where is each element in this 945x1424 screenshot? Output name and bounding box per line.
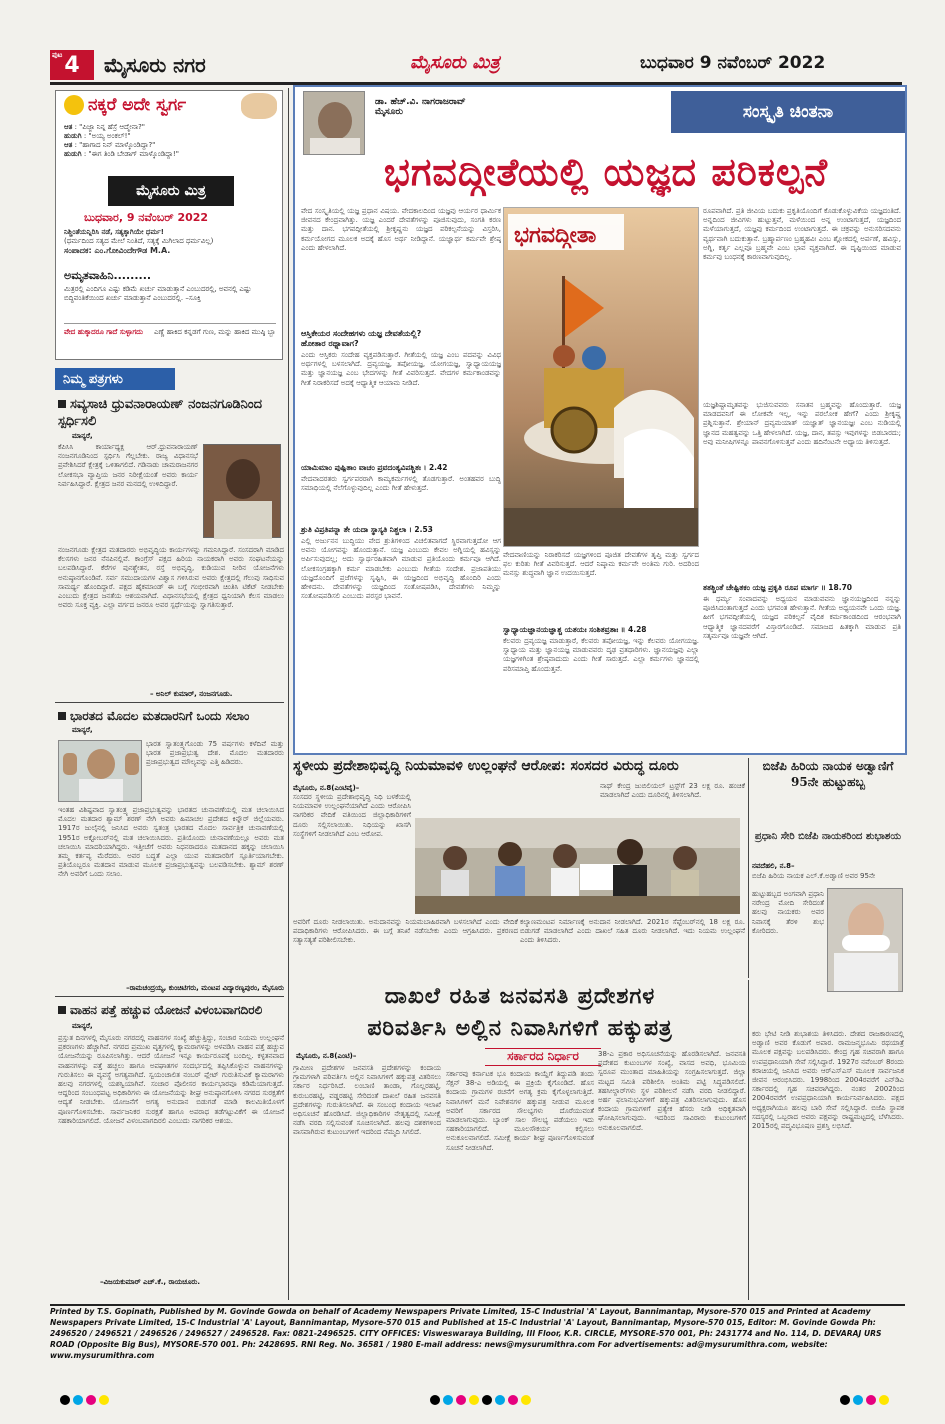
news-column: ಗ್ರಾಮೀಣ ಪ್ರದೇಶಗಳ ಜನವಸತಿ ಪ್ರದೇಶಗಳನ್ನು ಕಂದಾಯ ಗ್ರಾಮಗಳಾಗಿ ಪರಿವರ್ತಿಸಿ ಅಲ್ಲಿನ ನಿವಾಸಿಗಳಿಗೆ ಹಕ್ಕುಪತ್ರ ವಿತರಿಸಲು ಸರ್ಕಾರ ನಿರ್ಧರಿಸಿದೆ. ಲಂಬಾಣಿ ತಾಂಡಾ, ಗೊಲ್ಲರಹಟ್ಟಿ, ಕುರುಬರಹಟ್ಟಿ, ವಡ್ಡರಹಟ್ಟಿ ಸೇರಿದಂತೆ ದಾಖಲೆ ರಹಿತ ಜನವಸತಿ ಪ್ರದೇಶಗಳನ್ನು ಗುರುತಿಸಲಾಗಿದೆ. ಈ ಸಂಬಂಧ ಕಂದಾಯ ಇಲಾಖೆ ಅಧಿಸೂಚನೆ ಹೊರಡಿಸಿದೆ. ಜಿಲ್ಲಾಧಿಕಾರಿಗಳ ನೇತೃತ್ವದಲ್ಲಿ ಸಮೀಕ್ಷೆ ನಡೆಸಿ ವರದಿ ಸಲ್ಲಿಸುವಂತೆ ಸೂಚಿಸಲಾಗಿದೆ. ಹಲವು ದಶಕಗಳಿಂದ ವಾಸವಾಗಿರುವ ಕುಟುಂಬಗಳಿಗೆ ಇದರಿಂದ ನೆಮ್ಮದಿ ಸಿಗಲಿದೆ. <box>293 1064 441 1137</box>
bullet-icon <box>58 712 66 720</box>
joke-line: ಆತ : "ಪಿಜ್ಜಾ ನಿನ್ನ ಹೆಸ್ರೆ ಆದ್ಮೇನಾ?" <box>64 123 146 131</box>
letters-banner: ನಿಮ್ಮ ಪತ್ರಗಳು <box>55 368 175 390</box>
letter-headline: ಸವ್ಯಸಾಚಿ ಧ್ರುವನಾರಾಯಣ್ ನಂಜನಗೂಡಿನಿಂದ ಸ್ಪರ್ಧಿಸಲಿ <box>58 397 262 429</box>
news-column: ಕಲ್ಯಾಣಮಂಟಪ ನಿರ್ಮಾಣಕ್ಕೆ ಅನುದಾನ ನೀಡಲಾಗಿದೆ. 2021ರ ಸೆಪ್ಟೆಂಬರ್‌ನಲ್ಲಿ 18 ಲಕ್ಷ ರೂ. ಬಿಡುಗಡೆ ಮಾಡಲಾಗಿದೆ ಎಂದು ದಾಖಲೆ ಸಹಿತ ದೂರು ನೀಡಲಾಗಿದೆ. ಇದು ನಿಯಮ ಉಲ್ಲಂಘನೆ ಎಂದು ತಿಳಿಸಿದರು. <box>520 918 745 945</box>
masthead-meta <box>64 228 276 255</box>
verse-line: ತತಶ್ಚಿಂತೆ ಚೇಷ್ಟಿತಕಂ ಯಜ್ಞ ಪ್ರಕೃತಿ ರೂಪ ಮಾರ್ಗ ॥ 18.70 <box>703 583 853 592</box>
news-column: ಮೈಸೂರು, ನ.8(ಎಂಟಿವೈ)– ಸಂಸದರ ಸ್ಥಳೀಯ ಪ್ರದೇಶಾಭಿವೃದ್ಧಿ ನಿಧಿ ಬಳಕೆಯಲ್ಲಿ ನಿಯಮಾವಳಿ ಉಲ್ಲಂಘನೆಯಾಗಿದೆ ಎಂದು ಆರೋಪಿಸಿ ನಾಗರಿಕರ ವೇದಿಕೆ ವತಿಯಿಂದ ಜಿಲ್ಲಾಧಿಕಾರಿಗಳಿಗೆ ದೂರು ಸಲ್ಲಿಸಲಾಯಿತು. ನಿಧಿಯನ್ನು ಖಾಸಗಿ ಸಂಸ್ಥೆಗಳಿಗೆ ನೀಡಲಾಗಿದೆ ಎಂಬ ಆರೋಪ. <box>293 784 411 838</box>
letter-author: –ವಿಜಯಕುಮಾರ್ ಎಚ್.ಕೆ., ರಾಯಚೂರು. <box>100 1278 201 1286</box>
bullet-icon <box>58 1006 66 1014</box>
bullet-icon <box>58 400 66 408</box>
author-place: ಮೈಸೂರು <box>375 107 403 117</box>
bjp-subhead: ಪ್ರಧಾನಿ ಸೇರಿ ಬಿಜೆಪಿ ನಾಯಕರಿಂದ ಶುಭಾಶಯ <box>754 831 902 842</box>
bjp-dateline: ನವದೆಹಲಿ, ನ.8– <box>752 862 795 870</box>
page-date: ಬುಧವಾರ 9 ನವೆಂಬರ್ 2022 <box>640 53 826 73</box>
bhagavad-gita-illustration <box>503 207 699 547</box>
advani-photo <box>827 888 903 992</box>
news-photo <box>415 818 740 914</box>
author-photo <box>303 91 365 155</box>
joke-box <box>55 90 283 360</box>
headline-line: ಪರಿವರ್ತಿಸಿ ಅಲ್ಲಿನ ನಿವಾಸಿಗಳಿಗೆ ಹಕ್ಕುಪತ್ರ <box>367 1015 673 1041</box>
editor-line: ಸಂಪಾದಕ: ಎಂ.ಗೋವಿಂದೇಗೌಡ M.A. <box>64 246 171 255</box>
feature-byline <box>375 97 466 117</box>
feature-subhead: ಆಸ್ತಿಕೇಯರ ಸಂದೇಹಗಳು ಯಜ್ಞ ದೇವತೆಯಲ್ಲಿ? <box>301 329 422 338</box>
column-divider <box>748 980 749 1300</box>
author-name: ಡಾ. ಹೆಚ್.ವಿ. ನಾಗರಾಜರಾವ್ <box>375 97 466 107</box>
feature-column: ರೂಪವಾಗಿದೆ. ಪ್ರತಿ ಜೀವಿಯ ಬದುಕು ಪ್ರಕೃತಿಯೊಂದಿಗೆ ಕೊಡುಕೊಳ್ಳುವಿಕೆಯ ಯಜ್ಞದಂತಿದೆ. ಅನ್ನದಿಂದ ಜೀವಿಗಳು ಹುಟ್ಟುತ್ತವೆ, ಮಳೆಯಿಂದ ಅನ್ನ ಉಂಟಾಗುತ್ತದೆ, ಯಜ್ಞದಿಂದ ಮಳೆಯಾಗುತ್ತದೆ, ಯಜ್ಞವು ಕರ್ಮದಿಂದ ಉಂಟಾಗುತ್ತದೆ. ಈ ಚಕ್ರವನ್ನು ಅನುಸರಿಸದವನು ವ್ಯರ್ಥವಾಗಿ ಬದುಕುತ್ತಾನೆ. ಬ್ರಹ್ಮಾರ್ಪಣಂ ಬ್ರಹ್ಮಹವಿಃ ಎಂಬ ಶ್ಲೋಕದಲ್ಲಿ ಅರ್ಪಣೆ, ಹವಿಸ್ಸು, ಅಗ್ನಿ, ಕರ್ತೃ ಎಲ್ಲವೂ ಬ್ರಹ್ಮವೇ ಎಂಬ ಭಾವ ವ್ಯಕ್ತವಾಗಿದೆ. ಈ ದೃಷ್ಟಿಯಿಂದ ಮಾಡುವ ಕರ್ಮವು ಬಂಧನಕ್ಕೆ ಕಾರಣವಾಗುವುದಿಲ್ಲ. ಯಜ್ಞಶಿಷ್ಟಾಮೃತವನ್ನು ಭುಜಿಸುವವರು ಸನಾತನ ಬ್ರಹ್ಮವನ್ನು ಹೊಂದುತ್ತಾರೆ. ಯಜ್ಞ ಮಾಡದವನಿಗೆ ಈ ಲೋಕವೇ ಇಲ್ಲ, ಇನ್ನು ಪರಲೋಕ ಹೇಗೆ? ಎಂದು ಶ್ರೀಕೃಷ್ಣ ಪ್ರಶ್ನಿಸುತ್ತಾನೆ. ಶ್ರೇಯಾನ್ ದ್ರವ್ಯಮಯಾತ್ ಯಜ್ಞಾತ್ ಜ್ಞಾನಯಜ್ಞಃ ಎಂಬ ನುಡಿಯಲ್ಲಿ ಜ್ಞಾನದ ಮಹತ್ವವನ್ನು ಒತ್ತಿ ಹೇಳಲಾಗಿದೆ. ಯಜ್ಞ, ದಾನ, ತಪಸ್ಸು ಇವುಗಳನ್ನು ಬಿಡಬಾರದು; ಅವು ಮನೀಷಿಗಳನ್ನೂ ಪಾವನಗೊಳಿಸುತ್ತವೆ ಎಂದು ಹದಿನೆಂಟನೇ ಅಧ್ಯಾಯ ತಿಳಿಸುತ್ತದೆ. ತತಶ್ಚಿಂತೆ ಚೇಷ್ಟಿತಕಂ ಯಜ್ಞ ಪ್ರಕೃತಿ ರೂಪ ಮಾರ್ಗ ॥ 18.70 ಈ ಧರ್ಮ್ಯ ಸಂವಾದವನ್ನು ಅಧ್ಯಯನ ಮಾಡುವವನು ಜ್ಞಾನಯಜ್ಞದಿಂದ ನನ್ನನ್ನು ಪೂಜಿಸಿದಂತಾಗುತ್ತದೆ ಎಂದು ಭಗವಂತ ಹೇಳುತ್ತಾನೆ. ಗೀತೆಯ ಅಧ್ಯಯನವೇ ಒಂದು ಯಜ್ಞ. ಹೀಗೆ ಭಗವದ್ಗೀತೆಯಲ್ಲಿ ಯಜ್ಞದ ಪರಿಕಲ್ಪನೆ ವೈದಿಕ ಕರ್ಮಕಾಂಡದಿಂದ ಆರಂಭವಾಗಿ ಆಧ್ಯಾತ್ಮಿಕ ಜ್ಞಾನದವರೆಗೆ ವಿಸ್ತಾರಗೊಂಡಿದೆ. ಸಮಾಜದ ಹಿತಕ್ಕಾಗಿ ಮಾಡುವ ಪ್ರತಿ ಸತ್ಕರ್ಮವೂ ಯಜ್ಞವೇ ಆಗಿದೆ. <box>703 207 901 640</box>
cartoon-face-icon <box>241 93 277 119</box>
smiley-icon <box>64 95 84 115</box>
column-divider <box>288 88 289 1300</box>
page-number: 4 <box>64 52 80 78</box>
letter-dateline: ಮಾನ್ಯರೆ, <box>72 1022 93 1030</box>
news-dateline: ಮೈಸೂರು, ನ.8(ಎಂಟಿವೈ)– <box>293 784 360 792</box>
complaint-photo <box>415 818 740 914</box>
joke-line: ಆತ : "ಹಾಗಾದ ನಿನ್ ಮಾಳ್ಕೊಂಡಿದ್ದಾ?" <box>64 141 156 149</box>
verse-line: ಯಾಮಿಮಾಂ ಪುಷ್ಪಿತಾಂ ವಾಚಂ ಪ್ರವದಂತ್ಯವಿಪಶ್ಚಿತಃ । 2.42 <box>301 463 448 472</box>
letter-divider <box>55 996 284 997</box>
bjp-news: ಬಿಜೆಪಿ ಹಿರಿಯ ನಾಯಕ ಅಡ್ವಾಣಿಗೆ 95ನೇ ಹುಟ್ಟುಹಬ್ಬ ಪ್ರಧಾನಿ ಸೇರಿ ಬಿಜೆಪಿ ನಾಯಕರಿಂದ ಶುಭಾಶಯ ನವದೆಹಲಿ, ನ.8– ಬಿಜೆಪಿ ಹಿರಿಯ ನಾಯಕ ಎಲ್.ಕೆ.ಅಡ್ವಾಣಿ ಅವರ 95ನೇ ಹುಟ್ಟುಹಬ್ಬದ ಅಂಗವಾಗಿ ಪ್ರಧಾನಿ ನರೇಂದ್ರ ಮೋದಿ ಸೇರಿದಂತೆ ಹಲವು ನಾಯಕರು ಅವರ ನಿವಾಸಕ್ಕೆ ತೆರಳಿ ಶುಭ ಕೋರಿದರು. <box>752 758 904 1028</box>
proverb-strip <box>64 323 276 355</box>
letter-dateline: ಮಾನ್ಯರೆ, <box>72 432 93 440</box>
feature-subhead: ಹೋತಾರ ರಥ್ನಾವಾಗ? <box>301 339 359 348</box>
registration-marks <box>50 1390 905 1404</box>
joke-lines <box>64 123 276 159</box>
letter-headline: ಭಾರತದ ಮೊದಲ ಮತದಾರನಿಗೆ ಒಂದು ಸಲಾಂ <box>58 708 284 725</box>
news-column: 38-ಎ ಪ್ರಕಾರ ಅಧಿಸೂಚನೆಯನ್ನು ಹೊರಡಿಸಲಾಗಿದೆ. ಜನವಸತಿ ಪ್ರದೇಶದ ಕುಟುಂಬಗಳ ಸಂಖ್ಯೆ, ವಾಸದ ಅವಧಿ, ಭೂಮಿಯ ಸ್ವರೂಪ ಮುಂತಾದ ಮಾಹಿತಿಯನ್ನು ಸಂಗ್ರಹಿಸಲಾಗುತ್ತದೆ. ಜಿಲ್ಲಾ ಮಟ್ಟದ ಸಮಿತಿ ಪರಿಶೀಲಿಸಿ ಅಂತಿಮ ಪಟ್ಟಿ ಸಿದ್ಧಪಡಿಸಲಿದೆ. ತಹಸೀಲ್ದಾರ್‌ಗಳು ಸ್ಥಳ ಪರಿಶೀಲನೆ ನಡೆಸಿ ವರದಿ ನೀಡಲಿದ್ದಾರೆ. ಅರ್ಹ ಫಲಾನುಭವಿಗಳಿಗೆ ಹಕ್ಕುಪತ್ರ ವಿತರಿಸಲಾಗುವುದು. ಹೊಸ ಕಂದಾಯ ಗ್ರಾಮಗಳಿಗೆ ಪ್ರತ್ಯೇಕ ಹೆಸರು ನೀಡಿ ಅಧಿಕೃತವಾಗಿ ಘೋಷಿಸಲಾಗುವುದು. ಇದರಿಂದ ಸಾವಿರಾರು ಕುಟುಂಬಗಳಿಗೆ ಅನುಕೂಲವಾಗಲಿದೆ. <box>598 1050 746 1132</box>
letter-body: ಭಾರತ ಸ್ವಾತಂತ್ರ್ಯಗೊಂಡು 75 ವರ್ಷಗಳು ಕಳೆದಿವೆ ಮತ್ತು ಭಾರತ ಪ್ರಜಾಪ್ರಭುತ್ವ ದೇಶ. ಮೊದಲ ಮತದಾರರು ಪ್ರಜಾಪ್ರಭುತ್ವದ ಮೌಲ್ಯವನ್ನು ಎತ್ತಿ ಹಿಡಿದರು. <box>146 740 284 767</box>
news-column: ನಾಥ್ ಕೇಂದ್ರ ಜುಬಿಲಿಯಲ್ ಟ್ರಸ್ಟ್‌ಗೆ 23 ಲಕ್ಷ ರೂ. ಹಂಚಿಕೆ ಮಾಡಲಾಗಿದೆ ಎಂದು ದೂರಿನಲ್ಲಿ ತಿಳಿಸಲಾಗಿದೆ. <box>600 782 745 800</box>
joke-box-date: ಬುಧವಾರ, 9 ನವೆಂಬರ್ 2022 <box>84 211 209 224</box>
color-registration-dots-left <box>60 1390 112 1409</box>
feature-article <box>293 85 907 755</box>
paper-logo: ಮೈಸೂರು ಮಿತ್ರ <box>410 52 500 73</box>
news-headline <box>293 980 747 1044</box>
news-column: ಅವರಿಗೆ ದೂರು ನೀಡಲಾಯಿತು. ಅನುದಾನವನ್ನು ನಿಯಮಬಾಹಿರವಾಗಿ ಬಳಸಲಾಗಿದೆ ಎಂದು ವೇದಿಕೆ ಪದಾಧಿಕಾರಿಗಳು ಆರೋಪಿಸಿದರು. ಈ ಬಗ್ಗೆ ತನಿಖೆ ನಡೆಸಬೇಕು ಎಂದು ಆಗ್ರಹಿಸಿದರು. ಪ್ರಕರಣದ ಸತ್ಯಾಸತ್ಯತೆ ಪರಿಶೀಲಿಸಬೇಕು. <box>293 918 518 945</box>
news-column: ಸರ್ಕಾರವು ಕರ್ನಾಟಕ ಭೂ ಕಂದಾಯ ಕಾಯ್ದೆಗೆ ತಿದ್ದುಪಡಿ ತಂದು ಸೆಕ್ಷನ್ 38-ಎ ಅಡಿಯಲ್ಲಿ ಈ ಪ್ರಕ್ರಿಯೆ ಕೈಗೊಂಡಿದೆ. ಹೊಸ ಕಂದಾಯ ಗ್ರಾಮಗಳ ರಚನೆಗೆ ಅಗತ್ಯ ಕ್ರಮ ಕೈಗೊಳ್ಳಲಾಗುತ್ತಿದೆ. ನಿವಾಸಿಗಳಿಗೆ ಮನೆ ನಿವೇಶನಗಳ ಹಕ್ಕುಪತ್ರ ನೀಡುವ ಮೂಲಕ ಅವರಿಗೆ ಸರ್ಕಾರದ ಸೌಲಭ್ಯಗಳು ದೊರೆಯುವಂತೆ ಮಾಡಲಾಗುವುದು. ಬ್ಯಾಂಕ್ ಸಾಲ ಸೌಲಭ್ಯ ಪಡೆಯಲು ಇದು ಸಹಕಾರಿಯಾಗಲಿದೆ. ಮೂಲಸೌಕರ್ಯ ಕಲ್ಪಿಸಲು ಅನುಕೂಲವಾಗಲಿದೆ. ಸಮೀಕ್ಷೆ ಕಾರ್ಯ ಶೀಘ್ರ ಪೂರ್ಣಗೊಳಿಸುವಂತೆ ಸೂಚನೆ ನೀಡಲಾಗಿದೆ. <box>446 1070 594 1152</box>
column-divider <box>748 758 749 978</box>
page-label: ಪುಟ <box>52 51 63 59</box>
motto-line: ನಿಶ್ಚಿಂತೆಯನ್ನಿರಿಸಿ ನಡೆ, ಸತ್ಯಕ್ಕಾಗಿಯೇ ಧರ್ಮ! <box>64 228 164 236</box>
headline-line: ದಾಖಲೆ ರಹಿತ ಜನವಸತಿ ಪ್ರದೇಶಗಳ <box>384 983 656 1009</box>
letter-headline: ವಾಹನ ಪತ್ತೆ ಹಚ್ಚುವ ಯೋಜನೆ ವಿಳಂಬವಾಗದಿರಲಿ <box>58 1002 284 1019</box>
news-kicker: ಸರ್ಕಾರದ ನಿರ್ಧಾರ <box>485 1048 601 1066</box>
letter-dateline: ಮಾನ್ಯರೆ, <box>72 726 93 734</box>
feature-column: ವೇದವಾಣಿಯನ್ನು ನಿರಾಕರಿಸದೆ ಯಜ್ಞಗಳಿಂದ ಪೂಜಿತ ದೇವತೆಗಳ ತೃಪ್ತಿ ಮತ್ತು ಸ್ವರ್ಗದ ಫಲ ಕುರಿತು ಗೀತೆ ವಿವರಿಸುತ್ತದೆ. ಆದರೆ ನಿಷ್ಕಾಮ ಕರ್ಮವೇ ಅಂತಿಮ ಗುರಿ. ಅದರಿಂದ ಮನಸ್ಸು ಶುದ್ಧವಾಗಿ ಜ್ಞಾನ ಉದಯಿಸುತ್ತದೆ. ಸ್ವಾಧ್ಯಾಯಜ್ಞಾನಯಜ್ಞಾಶ್ಚ ಯತಯಃ ಸಂಶಿತವ್ರತಾಃ ॥ 4.28 ಕೆಲವರು ದ್ರವ್ಯಯಜ್ಞ ಮಾಡುತ್ತಾರೆ, ಕೆಲವರು ತಪೋಯಜ್ಞ, ಇನ್ನು ಕೆಲವರು ಯೋಗಯಜ್ಞ. ಸ್ವಾಧ್ಯಾಯ ಮತ್ತು ಜ್ಞಾನಯಜ್ಞ ಮಾಡುವವರು ದೃಢ ವ್ರತಧಾರಿಗಳು. ಜ್ಞಾನಯಜ್ಞವು ಎಲ್ಲಾ ಯಜ್ಞಗಳಿಗಿಂತ ಶ್ರೇಷ್ಠವಾದುದು ಎಂದು ಗೀತೆ ಸಾರುತ್ತದೆ. ಎಲ್ಲಾ ಕರ್ಮಗಳು ಜ್ಞಾನದಲ್ಲಿ ಪರಿಸಮಾಪ್ತಿ ಹೊಂದುತ್ತವೆ. <box>503 551 699 673</box>
letter-divider <box>55 702 284 703</box>
joke-box-logo: ಮೈಸೂರು ಮಿತ್ರ <box>108 176 234 206</box>
quote-title: ಅಮೃತವಾಹಿನಿ......... <box>64 269 152 282</box>
proverb-left: ವೇದ ಹುಕ್ಕಾದರೂ ಗಾದೆ ಸುಳ್ಳಾಗದು <box>64 328 143 336</box>
chariot-illustration <box>504 208 699 547</box>
news-dateline: ಮೈಸೂರು, ನ.8(ಎಂಟಿ)– <box>296 1052 357 1060</box>
bjp-body: ಕರು ಭೇಟಿ ನೀಡಿ ಶುಭಾಶಯ ತಿಳಿಸಿದರು. ದೇಶದ ರಾಜಕಾರಣದಲ್ಲಿ ಅಡ್ವಾಣಿ ಅವರ ಕೊಡುಗೆ ಅಪಾರ. ರಾಮಜನ್ಮಭೂಮಿ ರಥಯಾತ್ರೆ ಮೂಲಕ ಪಕ್ಷವನ್ನು ಬಲಪಡಿಸಿದರು. ಕೇಂದ್ರ ಗೃಹ ಸಚಿವರಾಗಿ ಹಾಗೂ ಉಪಪ್ರಧಾನಿಯಾಗಿ ಸೇವೆ ಸಲ್ಲಿಸಿದ್ದಾರೆ. 1927ರ ನವೆಂಬರ್ 8ರಂದು ಕರಾಚಿಯಲ್ಲಿ ಜನಿಸಿದ ಅವರು ಆರ್‌ಎಸ್‌ಎಸ್ ಮೂಲಕ ಸಾರ್ವಜನಿಕ ಜೀವನ ಆರಂಭಿಸಿದರು. 1998ರಿಂದ 2004ರವರೆಗೆ ಎನ್‌ಡಿಎ ಸರ್ಕಾರದಲ್ಲಿ ಗೃಹ ಸಚಿವರಾಗಿದ್ದರು. ನಂತರ 2002ರಿಂದ 2004ರವರೆಗೆ ಉಪಪ್ರಧಾನಿಯಾಗಿ ಕಾರ್ಯನಿರ್ವಹಿಸಿದರು. ಪಕ್ಷದ ಅಧ್ಯಕ್ಷರಾಗಿಯೂ ಹಲವು ಬಾರಿ ಸೇವೆ ಸಲ್ಲಿಸಿದ್ದಾರೆ. ಬಿಜೆಪಿ ಸ್ಥಾಪಕ ಸದಸ್ಯರಲ್ಲಿ ಒಬ್ಬರಾದ ಅವರು ಪಕ್ಷವನ್ನು ರಾಷ್ಟ್ರಮಟ್ಟದಲ್ಲಿ ಬೆಳೆಸಿದರು. 2015ರಲ್ಲಿ ಪದ್ಮವಿಭೂಷಣ ಪ್ರಶಸ್ತಿ ಲಭಿಸಿದೆ. <box>752 1030 904 1131</box>
joke-line: ಹುಡುಗಿ : "ಈಗ ತಿಂಡಿ ಬೇಡಾಗ್ ಮಾಳ್ಕೊಂಡಿದ್ದಾ!" <box>64 150 179 158</box>
color-registration-dots-center <box>430 1390 534 1409</box>
page-number-badge <box>50 50 94 80</box>
quote-body: ಮಿತ್ರರಲ್ಲಿ ಎಂದಿಗೂ ಎಷ್ಟು ಕಡಿಮೆ ಖರ್ಚು ಮಾಡುತ್ತಾನೆ ಎಂಬುದರಲ್ಲಿ, ಅವನಲ್ಲಿ ಎಷ್ಟು ಬಿದ್ಧಿವಂತಿಕೆಯಿಂದ ಖರ್ಚು ಮಾಡುತ್ತಾನೆ ಎಂಬುದರಲ್ಲಿ. –ಸೂಕ್ತಿ <box>64 285 252 302</box>
proverb-right: ಎಣ್ಣೆ ಹಾಕಿದ ಕನ್ನಡಗೆ ಗುಣ, ಮನ್ನು ಹಾಕಿದ ಮುಷ್ಠಿ ಬ್ಬಾ <box>154 328 276 336</box>
letter-author: – ಅನಿಲ್ ಕುಮಾರ್, ನಂಜನಗೂಡು. <box>150 690 233 698</box>
print-imprint <box>50 1304 905 1390</box>
letter-writer-photo <box>203 444 281 538</box>
motto-gloss: (ಧರ್ಮದಿಂದ ಸತ್ಯದ ಮೇಲೆ ನಿಂತಿದೆ, ಸತ್ಯಕ್ಕೆ ಮಿಗಿಲಾದ ಧರ್ಮವಿಲ್ಲ) <box>64 237 214 245</box>
letter-body-cont: ಇಂತಹ ವಿಶಿಷ್ಟವಾದ ಸ್ವಾತಂತ್ರ್ಯ ಪ್ರಜಾಪ್ರಭುತ್ವವನ್ನು ಭಾರತದ ಚುನಾವಣೆಯಲ್ಲಿ ಮತ ಚಲಾಯಿಸಿದ ಮೊದಲ ಮತದಾರ ಶ್ಯಾಮ್ ಶರಣ್ ನೇಗಿ ಅವರು ಹಿಮಾಚಲ ಪ್ರದೇಶದ ಕಿನ್ನೌರ್ ಜಿಲ್ಲೆಯವರು. 1917ರ ಜುಲೈನಲ್ಲಿ ಜನಿಸಿದ ಅವರು ಸ್ವತಂತ್ರ ಭಾರತದ ಮೊದಲ ಸಾರ್ವತ್ರಿಕ ಚುನಾವಣೆಯಲ್ಲಿ 1951ರ ಅಕ್ಟೋಬರ್‌ನಲ್ಲಿ ಮತ ಚಲಾಯಿಸಿದರು. ಪ್ರತಿಯೊಂದು ಚುನಾವಣೆಯಲ್ಲೂ ಅವರು ಮತ ಚಲಾಯಿಸಿ ಮಾದರಿಯಾಗಿದ್ದರು. ಇತ್ತೀಚೆಗೆ ಅವರು ನಿಧನರಾದರೂ ಮತದಾನದ ಹಕ್ಕನ್ನು ಚಲಾಯಿಸಿ ತಮ್ಮ ಕರ್ತವ್ಯ ಮೆರೆದರು. ಅವರ ಬದ್ಧತೆ ಎಲ್ಲಾ ಯುವ ಮತದಾರರಿಗೆ ಸ್ಪೂರ್ತಿಯಾಗಬೇಕು. ಪ್ರತಿಯೊಬ್ಬರೂ ಮತದಾನ ಮಾಡುವ ಮೂಲಕ ಪ್ರಜಾಪ್ರಭುತ್ವವನ್ನು ಬಲಪಡಿಸಬೇಕು. ಶ್ಯಾಮ್ ಶರಣ್ ನೇಗಿ ಅವರಿಗೆ ಒಂದು ಸಲಾಂ. <box>58 806 284 879</box>
voter-photo <box>58 740 142 802</box>
verse-line: ಸ್ವಾಧ್ಯಾಯಜ್ಞಾನಯಜ್ಞಾಶ್ಚ ಯತಯಃ ಸಂಶಿತವ್ರತಾಃ ॥ 4.28 <box>503 625 647 634</box>
bjp-headline: ಬಿಜೆಪಿ ಹಿರಿಯ ನಾಯಕ ಅಡ್ವಾಣಿಗೆ 95ನೇ ಹುಟ್ಟುಹಬ್ಬ <box>762 759 894 789</box>
letter-author: –ರಾಮಚಂದ್ರಯ್ಯ, ಕುಂಚಿಟಿಗರು, ಮಂಟಪ ವಿದ್ಯಾರಣ್ಯಪುರಂ, ಮೈಸೂರು <box>126 984 284 992</box>
section-name: ಮೈಸೂರು ನಗರ <box>104 53 206 77</box>
imprint-text: Printed by T.S. Gopinath, Published by M. Govinde Gowda on behalf of Academy Newspapers Private Limited, 15-C Industrial 'A' Layout, Bannimantap, Mysore-570 015 and Printed at Academy Newspapers Private Limited, 15-C Industrial 'A' Layout, Bannimantap, Mysore-570 015 and Published at 15-C Industrial 'A' Layout, Bannimantap, Mysore-570 015, Editor: M. Govinde Gowda Ph: 2496520 / 2496521 / 2496526 / 2496527 / 2496528. Fax: 0821-2496525. CITY OFFICES: Visweswaraya Building, III Floor, K.R. CIRCLE, MYSORE-570 001, Ph: 2431774 and No. 114, D. DEVARAJ URS ROAD (Opposite Big Bus), MYSORE-570 001. Ph: 2428695. RNI Reg. No. 36581 / 1980 E-mail address: news@mysurumithra.com For advertisements: ad@mysurumithra.com, website: www.mysurumithra.com <box>50 1307 882 1360</box>
color-registration-dots-right <box>840 1390 892 1409</box>
joke-title: ನಕ್ಕರೆ ಅದೇ ಸ್ವರ್ಗ <box>88 95 187 115</box>
feature-headline: ಭಗವದ್ಗೀತೆಯಲ್ಲಿ ಯಜ್ಞದ ಪರಿಕಲ್ಪನೆ <box>383 149 829 194</box>
feature-kicker: ಸಂಸ್ಕೃತಿ ಚಿಂತನಾ <box>671 91 905 133</box>
letter-body: ಪ್ರಸ್ತುತ ದಿನಗಳಲ್ಲಿ ಮೈಸೂರು ನಗರದಲ್ಲಿ ವಾಹನಗಳ ಸಂಖ್ಯೆ ಹೆಚ್ಚುತ್ತಿದ್ದು, ಸಂಚಾರ ನಿಯಮ ಉಲ್ಲಂಘನೆ ಪ್ರಕರಣಗಳು ಹೆಚ್ಚಾಗಿವೆ. ನಗರದ ಪ್ರಮುಖ ವೃತ್ತಗಳಲ್ಲಿ ಕ್ಯಾಮರಾಗಳನ್ನು ಅಳವಡಿಸಿ ವಾಹನ ಪತ್ತೆ ಹಚ್ಚುವ ಯೋಜನೆಯನ್ನು ರೂಪಿಸಲಾಗಿತ್ತು. ಆದರೆ ಯೋಜನೆ ಇನ್ನೂ ಕಾರ್ಯರೂಪಕ್ಕೆ ಬಂದಿಲ್ಲ. ಕಳ್ಳತನವಾದ ವಾಹನಗಳನ್ನು ಪತ್ತೆ ಹಚ್ಚಲು ಹಾಗೂ ಅಪಘಾತಗಳ ಸಂದರ್ಭದಲ್ಲಿ ತಪ್ಪಿಸಿಕೊಳ್ಳುವ ವಾಹನಗಳನ್ನು ಗುರುತಿಸಲು ಈ ವ್ಯವಸ್ಥೆ ಅಗತ್ಯವಾಗಿದೆ. ಸ್ವಯಂಚಾಲಿತ ನಂಬರ್ ಪ್ಲೇಟ್ ಗುರುತಿಸುವಿಕೆ ಕ್ಯಾಮರಾಗಳು ಹಲವು ನಗರಗಳಲ್ಲಿ ಯಶಸ್ವಿಯಾಗಿವೆ. ಸಂಚಾರ ಪೊಲೀಸರ ಕಾರ್ಯಭಾರವೂ ಕಡಿಮೆಯಾಗುತ್ತದೆ. ಆದ್ದರಿಂದ ಸಂಬಂಧಪಟ್ಟ ಅಧಿಕಾರಿಗಳು ಈ ಯೋಜನೆಯನ್ನು ಶೀಘ್ರ ಅನುಷ್ಠಾನಗೊಳಿಸಿ ನಗರದ ಸುರಕ್ಷತೆಗೆ ಆದ್ಯತೆ ನೀಡಬೇಕು. ಯೋಜನೆಗೆ ಅಗತ್ಯ ಅನುದಾನ ಬಿಡುಗಡೆ ಮಾಡಿ ಕಾಲಮಿತಿಯೊಳಗೆ ಪೂರ್ಣಗೊಳಿಸಬೇಕು. ಸಾರ್ವಜನಿಕರ ಸುರಕ್ಷತೆ ಹಾಗೂ ಅಪರಾಧ ತಡೆಗಟ್ಟುವಿಕೆಗೆ ಈ ಯೋಜನೆ ಸಹಕಾರಿಯಾಗಲಿದೆ. ಯೋಜನೆ ವಿಳಂಬವಾಗದಿರಲಿ ಎಂಬುದು ನಾಗರಿಕರ ಆಶಯ. <box>58 1034 284 1125</box>
news-headline: ಸ್ಥಳೀಯ ಪ್ರದೇಶಾಭಿವೃದ್ಧಿ ನಿಯಮಾವಳಿ ಉಲ್ಲಂಘನೆ ಆರೋಪ: ಸಂಸದರ ವಿರುದ್ಧ ದೂರು <box>293 758 679 774</box>
feature-column: ವೇದ ಸಂಸ್ಕೃತಿಯಲ್ಲಿ ಯಜ್ಞ ಪ್ರಧಾನ ವಿಷಯ. ವೇದಕಾಲದಿಂದ ಯಜ್ಞವು ಆರ್ಯರ ಧಾರ್ಮಿಕ ಜೀವನದ ಕೇಂದ್ರವಾಗಿತ್ತು. ಯಜ್ಞ ಎಂದರೆ ದೇವತೆಗಳನ್ನು ಪೂಜಿಸುವುದು, ಸಂಗತಿ ಕರಣ ಮತ್ತು ದಾನ. ಭಗವದ್ಗೀತೆಯಲ್ಲಿ ಶ್ರೀಕೃಷ್ಣನು ಯಜ್ಞದ ಪರಿಕಲ್ಪನೆಯನ್ನು ವಿಸ್ತರಿಸಿ, ಕರ್ಮಯೋಗದ ಮೂಲಕ ಅದಕ್ಕೆ ಹೊಸ ಅರ್ಥ ನೀಡಿದ್ದಾನೆ. ಯಜ್ಞಾರ್ಥ ಕರ್ಮವೇ ಶ್ರೇಷ್ಠ ಎಂದು ಹೇಳಲಾಗಿದೆ. ಆಸ್ತಿಕೇಯರ ಸಂದೇಹಗಳು ಯಜ್ಞ ದೇವತೆಯಲ್ಲಿ? ಹೋತಾರ ರಥ್ನಾವಾಗ? ಎಂದು ಆಸ್ತಿಕರು ಸಂದೇಹ ವ್ಯಕ್ತಪಡಿಸುತ್ತಾರೆ. ಗೀತೆಯಲ್ಲಿ ಯಜ್ಞ ಎಂಬ ಪದವನ್ನು ವಿವಿಧ ಅರ್ಥಗಳಲ್ಲಿ ಬಳಸಲಾಗಿದೆ. ದ್ರವ್ಯಯಜ್ಞ, ತಪೋಯಜ್ಞ, ಯೋಗಯಜ್ಞ, ಸ್ವಾಧ್ಯಾಯಯಜ್ಞ ಮತ್ತು ಜ್ಞಾನಯಜ್ಞ ಎಂಬ ಭೇದಗಳನ್ನು ಗೀತೆ ವಿವರಿಸುತ್ತದೆ. ವೇದಗಳ ಕರ್ಮಕಾಂಡವನ್ನು ಗೀತೆ ನಿರಾಕರಿಸದೆ ಅದಕ್ಕೆ ಆಧ್ಯಾತ್ಮಿಕ ಆಯಾಮ ನೀಡಿದೆ. ಯಾಮಿಮಾಂ ಪುಷ್ಪಿತಾಂ ವಾಚಂ ಪ್ರವದಂತ್ಯವಿಪಶ್ಚಿತಃ । 2.42 ವೇದವಾದರತರು ಸ್ವರ್ಗಪರರಾಗಿ ಕಾಮ್ಯಕರ್ಮಗಳಲ್ಲಿ ತೊಡಗುತ್ತಾರೆ. ಅಂತಹವರ ಬುದ್ಧಿ ಸಮಾಧಿಯಲ್ಲಿ ನೆಲೆಗೊಳ್ಳುವುದಿಲ್ಲ ಎಂದು ಗೀತೆ ಹೇಳುತ್ತದೆ. ಶ್ರುತಿ ವಿಪ್ರತಿಪನ್ನಾ ತೇ ಯದಾ ಸ್ಥಾಸ್ಯತಿ ನಿಶ್ಚಲಾ । 2.53 ಎಲ್ಲಿ ಅರ್ಜುನನ ಬುದ್ಧಿಯು ವೇದ ಶ್ರುತಿಗಳಿಂದ ವಿಚಲಿತವಾಗದೆ ಸ್ಥಿರವಾಗುತ್ತದೋ ಆಗ ಅವನು ಯೋಗವನ್ನು ಹೊಂದುತ್ತಾನೆ. ಯಜ್ಞ ಎಂಬುದು ಕೇವಲ ಅಗ್ನಿಯಲ್ಲಿ ಹವಿಸ್ಸನ್ನು ಅರ್ಪಿಸುವುದಲ್ಲ; ಅದು ಸ್ವಾರ್ಥರಹಿತವಾಗಿ ಮಾಡುವ ಪ್ರತಿಯೊಂದು ಕರ್ಮವೂ ಆಗಿದೆ. ಲೋಕಸಂಗ್ರಹಕ್ಕಾಗಿ ಕರ್ಮ ಮಾಡಬೇಕು ಎಂಬುದು ಗೀತೆಯ ಸಂದೇಶ. ಪ್ರಜಾಪತಿಯು ಯಜ್ಞದೊಂದಿಗೆ ಪ್ರಜೆಗಳನ್ನು ಸೃಷ್ಟಿಸಿ, ಈ ಯಜ್ಞದಿಂದ ಅಭಿವೃದ್ಧಿ ಹೊಂದಿರಿ ಎಂದು ಹೇಳಿದನು. ದೇವತೆಗಳನ್ನು ಯಜ್ಞದಿಂದ ಸಂತೋಷಪಡಿಸಿ, ದೇವತೆಗಳು ನಿಮ್ಮನ್ನು ಸಂತೋಷಪಡಿಸಲಿ ಎಂಬುದು ಪರಸ್ಪರ ಭಾವನೆ. <box>301 207 501 601</box>
joke-line: ಹುಡುಗಿ : "ಅಯ್ಯ ಅಂಕಲ್!" <box>64 132 131 140</box>
letter-body-cont: ನಂಜನಗೂಡು ಕ್ಷೇತ್ರದ ಮತದಾರರು ಅಭಿವೃದ್ಧಿಯ ಕಾರ್ಯಗಳನ್ನು ಗಮನಿಸಿದ್ದಾರೆ. ಸಂಸದರಾಗಿ ಮಾಡಿದ ಕೆಲಸಗಳು ಜನರ ನೆನಪಿನಲ್ಲಿವೆ. ಕಾಂಗ್ರೆಸ್ ಪಕ್ಷದ ಹಿರಿಯ ನಾಯಕರಾಗಿ ಅವರು ಸಂಘಟನೆಯನ್ನು ಬಲಪಡಿಸಿದ್ದಾರೆ. ಕೆರೆಗಳ ಪುನಶ್ಚೇತನ, ರಸ್ತೆ ಅಭಿವೃದ್ಧಿ, ಕುಡಿಯುವ ನೀರಿನ ಯೋಜನೆಗಳು ಅನುಷ್ಠಾನಗೊಂಡಿವೆ. ಸರ್ವ ಸಮುದಾಯಗಳ ವಿಶ್ವಾಸ ಗಳಿಸಿರುವ ಅವರು ಕ್ಷೇತ್ರದಲ್ಲಿ ಗೆಲುವು ಸಾಧಿಸುವ ಸಾಮರ್ಥ್ಯ ಹೊಂದಿದ್ದಾರೆ. ಪಕ್ಷದ ಹೈಕಮಾಂಡ್ ಈ ಬಗ್ಗೆ ಗಂಭೀರವಾಗಿ ಚಿಂತಿಸಿ ಟಿಕೆಟ್ ನೀಡಬೇಕು ಎಂಬುದು ಕ್ಷೇತ್ರದ ಜನತೆಯ ಆಶಯವಾಗಿದೆ. ವಿಧಾನಸಭೆಯಲ್ಲಿ ಕ್ಷೇತ್ರದ ಧ್ವನಿಯಾಗಿ ಕೆಲಸ ಮಾಡಲು ಅವರು ಸೂಕ್ತ ವ್ಯಕ್ತಿ. ಎಲ್ಲಾ ವರ್ಗದ ಜನರೂ ಅವರ ಸ್ಪರ್ಧೆಯನ್ನು ಸ್ವಾಗತಿಸುತ್ತಾರೆ. <box>58 546 284 610</box>
letter-body: ಕೆಪಿಸಿಸಿ ಕಾರ್ಯಾಧ್ಯಕ್ಷ ಆರ್.ಧ್ರುವನಾರಾಯಣ್ ನಂಜನಗೂಡಿನಿಂದ ಸ್ಪರ್ಧಿಸಿ ಗೆಲ್ಲಬೇಕು. ರಾಜ್ಯ ವಿಧಾನಸಭೆ ಪ್ರವೇಶಿಸಿದರೆ ಕ್ಷೇತ್ರಕ್ಕೆ ಒಳಿತಾಗಲಿದೆ. ಗಡಿನಾಡು ಚಾಮರಾಜನಗರ ಲೋಕಸಭಾ ವ್ಯಾಪ್ತಿಯ ಜನರ ನಿರೀಕ್ಷೆಯಂತೆ ಅವರು ಕಾರ್ಯ ನಿರ್ವಹಿಸಿದ್ದಾರೆ. ಕ್ಷೇತ್ರದ ಜನರ ಮನದಲ್ಲಿ ಉಳಿದಿದ್ದಾರೆ. <box>58 443 198 488</box>
verse-line: ಶ್ರುತಿ ವಿಪ್ರತಿಪನ್ನಾ ತೇ ಯದಾ ಸ್ಥಾಸ್ಯತಿ ನಿಶ್ಚಲಾ । 2.53 <box>301 525 433 534</box>
art-title: ಭಗವದ್ಗೀತಾ <box>514 222 597 248</box>
